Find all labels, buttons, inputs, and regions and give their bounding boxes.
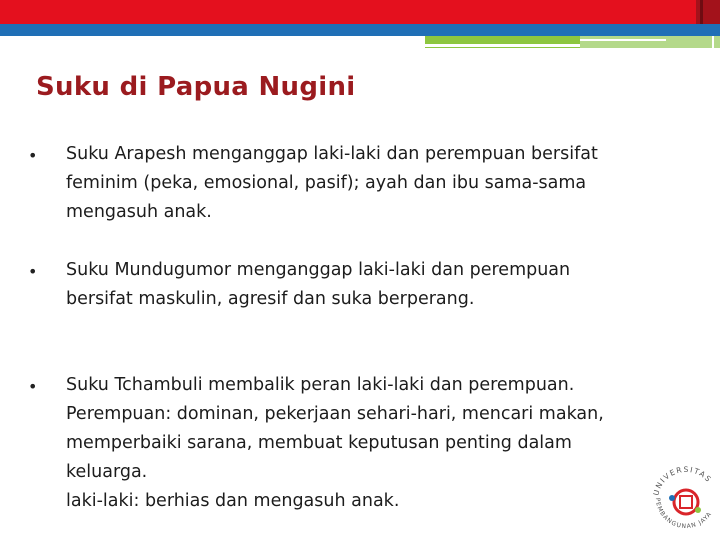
slide-title: Suku di Papua Nugini <box>36 72 356 102</box>
logo-text-upper: UNIVERSITAS <box>651 464 714 497</box>
header-red-bar <box>0 0 696 24</box>
logo-dot-icon <box>669 495 675 501</box>
header-hairline <box>580 39 666 41</box>
list-item: Suku Tchambuli membalik peran laki-laki dan perempuan. Perempuan: dominan, pekerjaan sehari-hari, mencari makan, memperbaiki sarana, membuat keputusan penting dalam keluarga. laki-laki: berhias dan mengasuh anak. <box>66 375 604 511</box>
bullet-marker: • <box>28 146 38 165</box>
list-item: Suku Mundugumor menganggap laki-laki dan perempuan bersifat maskulin, agresif dan suka berperang. <box>66 260 571 309</box>
header-light-green-bar <box>580 36 720 48</box>
logo-ring-icon <box>674 490 698 514</box>
header-red-divider <box>700 0 703 24</box>
logo-dot-icon <box>695 507 701 513</box>
header-blue-bar <box>0 24 720 36</box>
university-logo <box>648 458 720 534</box>
logo-square-icon <box>680 496 692 508</box>
logo-text-lower: PEMBANGUNAN JAYA <box>653 497 714 531</box>
header-hairline <box>712 36 714 48</box>
list-item: Suku Arapesh menganggap laki-laki dan perempuan bersifat feminim (peka, emosional, pasif); ayah dan ibu sama-sama mengasuh anak. <box>66 144 598 222</box>
bullet-marker: • <box>28 377 38 396</box>
header-hairline <box>425 44 580 47</box>
bullet-marker: • <box>28 262 38 281</box>
